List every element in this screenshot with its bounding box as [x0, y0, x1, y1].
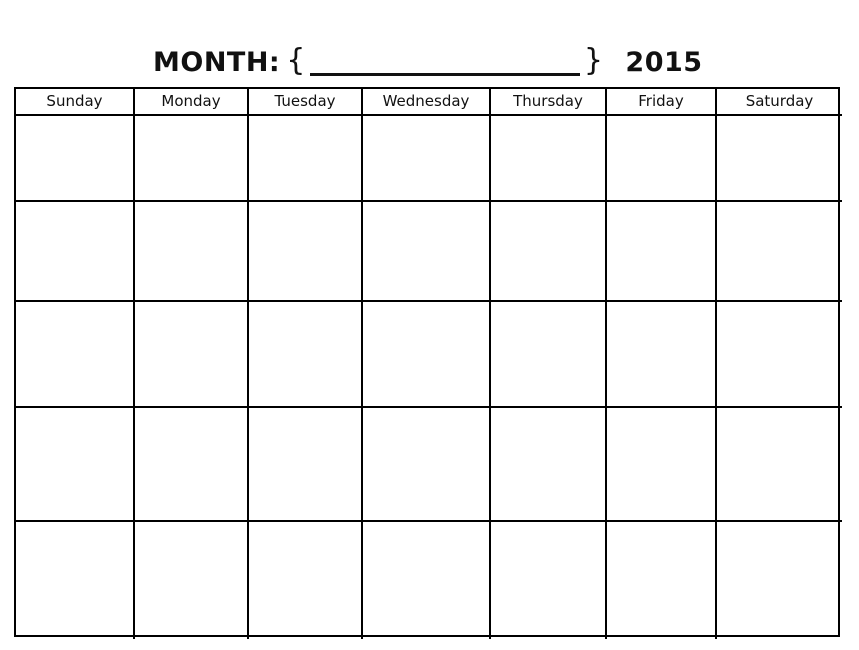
day-cell[interactable] [363, 522, 491, 639]
day-cell[interactable] [717, 116, 842, 202]
year-label: 2015 [625, 47, 703, 78]
day-cell[interactable] [491, 302, 607, 408]
day-cell[interactable] [363, 116, 491, 202]
day-cell[interactable] [491, 116, 607, 202]
day-cell[interactable] [491, 408, 607, 522]
day-cell[interactable] [135, 116, 249, 202]
day-cell[interactable] [363, 302, 491, 408]
day-cell[interactable] [363, 408, 491, 522]
day-cell[interactable] [16, 522, 135, 639]
day-header-tuesday: Tuesday [249, 89, 363, 116]
day-header-monday: Monday [135, 89, 249, 116]
day-cell[interactable] [717, 302, 842, 408]
day-cell[interactable] [16, 408, 135, 522]
day-header-sunday: Sunday [16, 89, 135, 116]
day-cell[interactable] [607, 116, 717, 202]
day-header-wednesday: Wednesday [363, 89, 491, 116]
day-header-saturday: Saturday [717, 89, 842, 116]
day-cell[interactable] [249, 408, 363, 522]
day-cell[interactable] [717, 202, 842, 302]
day-cell[interactable] [607, 522, 717, 639]
day-cell[interactable] [607, 408, 717, 522]
close-brace: } [583, 43, 604, 78]
calendar-title [153, 36, 703, 76]
day-cell[interactable] [135, 302, 249, 408]
day-header-thursday: Thursday [491, 89, 607, 116]
day-cell[interactable] [249, 302, 363, 408]
day-cell[interactable] [491, 522, 607, 639]
open-brace: { [286, 43, 306, 78]
day-cell[interactable] [491, 202, 607, 302]
day-cell[interactable] [249, 522, 363, 639]
day-header-friday: Friday [607, 89, 717, 116]
day-cell[interactable] [16, 202, 135, 302]
day-cell[interactable] [363, 202, 491, 302]
day-cell[interactable] [249, 116, 363, 202]
day-cell[interactable] [16, 302, 135, 408]
month-blank-line[interactable] [310, 49, 580, 76]
month-label: MONTH: [153, 47, 281, 78]
day-cell[interactable] [135, 202, 249, 302]
day-cell[interactable] [249, 202, 363, 302]
day-cell[interactable] [717, 408, 842, 522]
day-cell[interactable] [135, 408, 249, 522]
calendar-grid [14, 87, 840, 637]
day-cell[interactable] [607, 202, 717, 302]
day-cell[interactable] [717, 522, 842, 639]
day-cell[interactable] [607, 302, 717, 408]
day-cell[interactable] [16, 116, 135, 202]
day-cell[interactable] [135, 522, 249, 639]
